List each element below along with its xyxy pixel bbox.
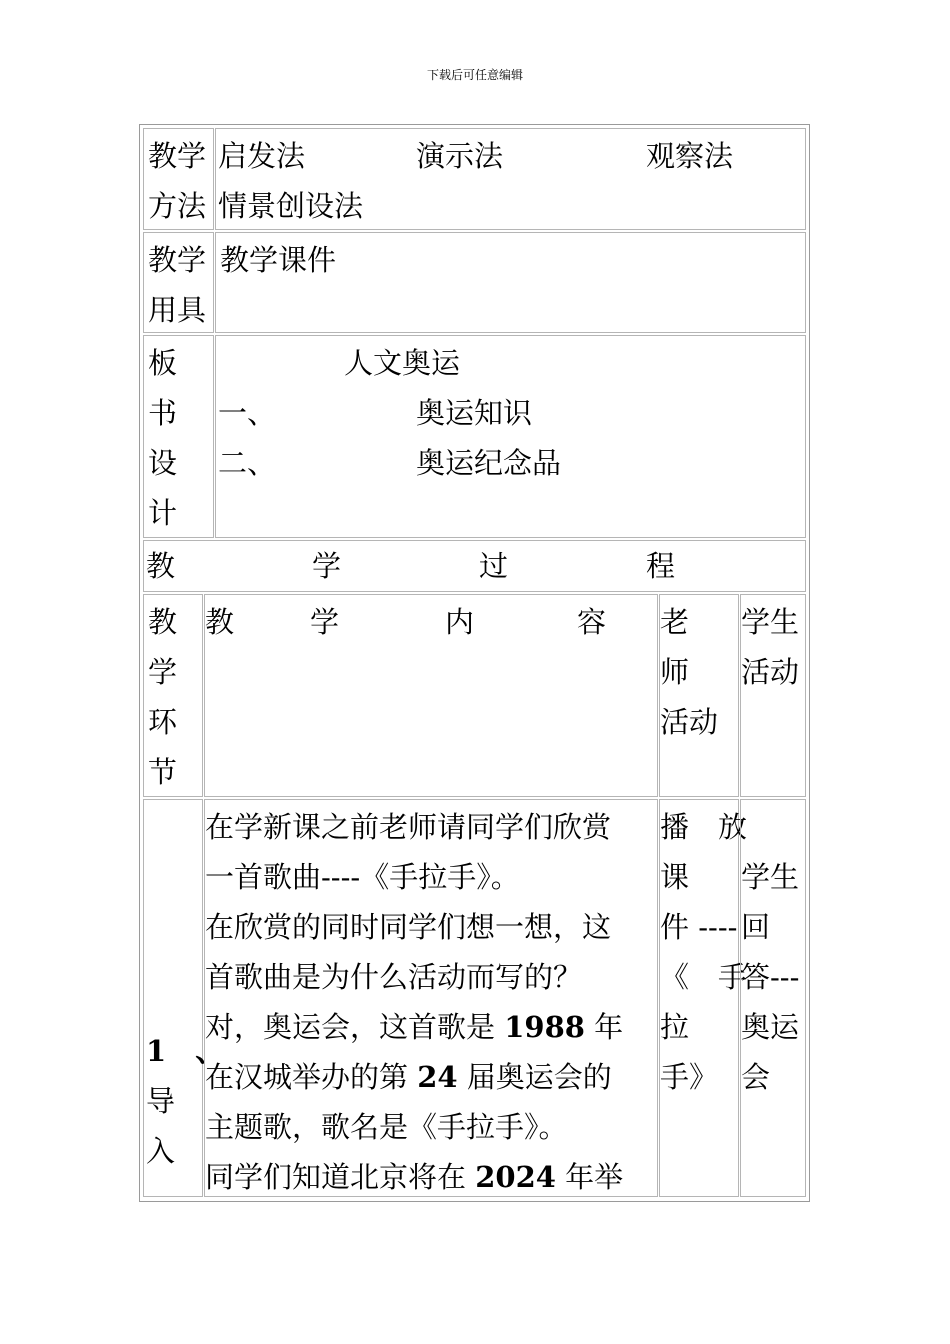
content1-line5: 对，奥运会，这首歌是 1988 年	[205, 1010, 624, 1044]
tools-label-line2: 用具	[148, 293, 207, 327]
process-header-cell	[143, 540, 806, 592]
methods-label-line2: 方法	[148, 189, 207, 223]
stage-header-cell	[143, 594, 203, 797]
content-header-char1: 教	[205, 605, 235, 639]
stage-header-char1: 教	[148, 605, 178, 639]
board-value-cell	[215, 335, 806, 538]
stage1-cell	[143, 799, 225, 1197]
student1-line5: 会	[741, 1060, 771, 1094]
teacher1-line3: 件 ----	[660, 910, 738, 944]
lesson-plan-table	[139, 124, 810, 1202]
board-item2-num: 二、	[218, 446, 277, 480]
student1-cell	[740, 799, 806, 1197]
content-header-char3: 内	[445, 605, 475, 639]
stage-header-char4: 节	[148, 755, 178, 789]
student1-line2: 回	[741, 910, 771, 944]
board-item2-text: 奥运纪念品	[416, 446, 562, 480]
content-header-char2: 学	[310, 605, 340, 639]
stage1-char2: 入	[146, 1134, 176, 1168]
board-label-char4: 计	[148, 496, 178, 530]
content1-line2: 一首歌曲----《手拉手》。	[205, 860, 520, 894]
teacher1-line2: 课	[660, 860, 690, 894]
teacher1-cell	[659, 799, 748, 1197]
content-header-char4: 容	[577, 605, 607, 639]
content1-line8: 同学们知道北京将在 2024 年举	[205, 1160, 624, 1194]
process-char1: 教	[146, 549, 176, 583]
methods-label-cell	[143, 128, 214, 230]
process-char2: 学	[312, 549, 342, 583]
process-char4: 程	[646, 549, 676, 583]
content1-line4: 首歌曲是为什么活动而写的？	[205, 960, 583, 994]
content1-line7: 主题歌，歌名是《手拉手》。	[205, 1110, 568, 1144]
board-label-cell	[143, 335, 214, 538]
teacher1-line6: 手》	[660, 1060, 719, 1094]
teacher1-line1: 播 放	[660, 810, 748, 844]
content1-line3: 在欣赏的同时同学们想一想，这	[205, 910, 612, 944]
tools-value-cell	[215, 232, 806, 333]
student-header-line1: 学生	[741, 605, 800, 639]
methods-label-line1: 教学	[148, 139, 207, 173]
teacher1-line5: 拉	[660, 1010, 690, 1044]
teacher-header-cell	[659, 594, 739, 797]
content-header-cell	[204, 594, 658, 797]
process-char3: 过	[479, 549, 509, 583]
board-label-char1: 板	[148, 346, 178, 380]
stage1-char1: 导	[146, 1084, 176, 1118]
board-item1-text: 奥运知识	[416, 396, 533, 430]
teacher-header-line2: 活动	[660, 705, 719, 739]
content1-cell	[204, 799, 658, 1197]
method-demonstration: 演示法	[416, 139, 504, 173]
method-scenario: 情景创设法	[218, 189, 364, 223]
student1-line3: 答---	[741, 960, 800, 994]
board-label-char2: 书	[148, 396, 178, 430]
content1-line1: 在学新课之前老师请同学们欣赏	[205, 810, 612, 844]
student-header-line2: 活动	[741, 655, 800, 689]
teacher1-line4: 《 手	[660, 960, 748, 994]
page-header: 下载后可任意编辑	[426, 68, 523, 82]
method-heuristic: 启发法	[218, 139, 306, 173]
method-observation: 观察法	[646, 139, 734, 173]
methods-value-cell	[215, 128, 806, 230]
tools-label-cell	[143, 232, 214, 333]
stage-header-char3: 环	[148, 705, 178, 739]
content1-line6: 在汉城举办的第 24 届奥运会的	[205, 1060, 612, 1094]
board-item1-num: 一、	[218, 396, 277, 430]
student1-line1: 学生	[741, 860, 800, 894]
tools-label-line1: 教学	[148, 243, 207, 277]
board-label-char3: 设	[148, 446, 178, 480]
student1-line4: 奥运	[741, 1010, 800, 1044]
stage1-number: 1 、	[146, 1034, 225, 1068]
student-header-cell	[740, 594, 806, 797]
tools-value: 教学课件	[220, 243, 337, 277]
stage-header-char2: 学	[148, 655, 178, 689]
board-title: 人文奥运	[344, 346, 461, 380]
teacher-header-line1: 老 师	[660, 605, 719, 689]
